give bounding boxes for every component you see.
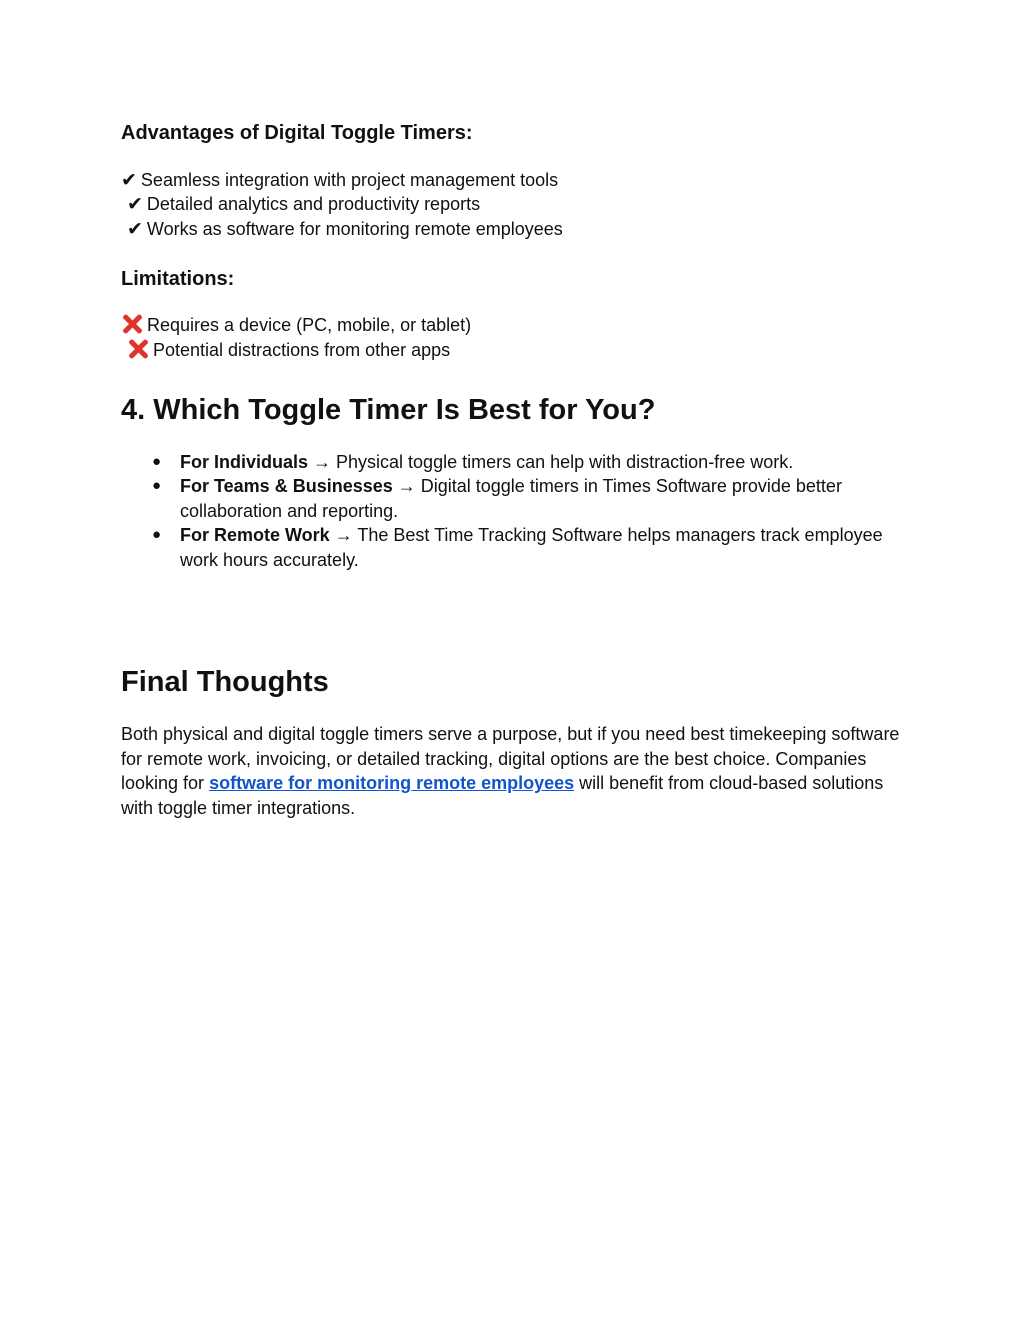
check-mark-icon: ✔ — [127, 194, 143, 215]
bullet-label: For Teams & Businesses — [180, 476, 393, 496]
bullet-icon: ● — [152, 477, 162, 494]
bullet-label: For Remote Work — [180, 525, 330, 545]
cross-mark-icon — [121, 313, 143, 335]
advantage-item: ✔ Works as software for monitoring remote employees — [127, 219, 563, 240]
cross-mark-icon — [127, 338, 149, 360]
final-thoughts-heading: Final Thoughts — [121, 666, 329, 698]
check-mark-icon: ✔ — [121, 170, 137, 191]
advantage-item: ✔ Detailed analytics and productivity reports — [127, 194, 481, 215]
bullet-icon: ● — [152, 526, 162, 543]
check-mark-icon: ✔ — [127, 219, 143, 240]
bullet-icon: ● — [152, 453, 162, 470]
limitation-item: Requires a device (PC, mobile, or tablet) — [121, 313, 471, 337]
final-thoughts-paragraph: Both physical and digital toggle timers serve a purpose, but if you need best timekeeping software for remote work, invoicing, or detailed tracking, digital options are the best choice. Companies looking for software for monitoring remote employees will benefit from cloud-based solutions with toggle timer integrations. — [121, 724, 900, 818]
advantage-item: ✔ Seamless integration with project management tools — [121, 170, 559, 191]
limitations-heading: Limitations: — [121, 268, 235, 290]
software-monitoring-link[interactable]: software for monitoring remote employees — [209, 773, 575, 793]
section4-heading: 4. Which Toggle Timer Is Best for You? — [121, 394, 656, 426]
bullet-label: For Individuals — [180, 452, 309, 472]
limitation-item: Potential distractions from other apps — [127, 338, 450, 362]
advantages-heading: Advantages of Digital Toggle Timers: — [121, 122, 473, 144]
